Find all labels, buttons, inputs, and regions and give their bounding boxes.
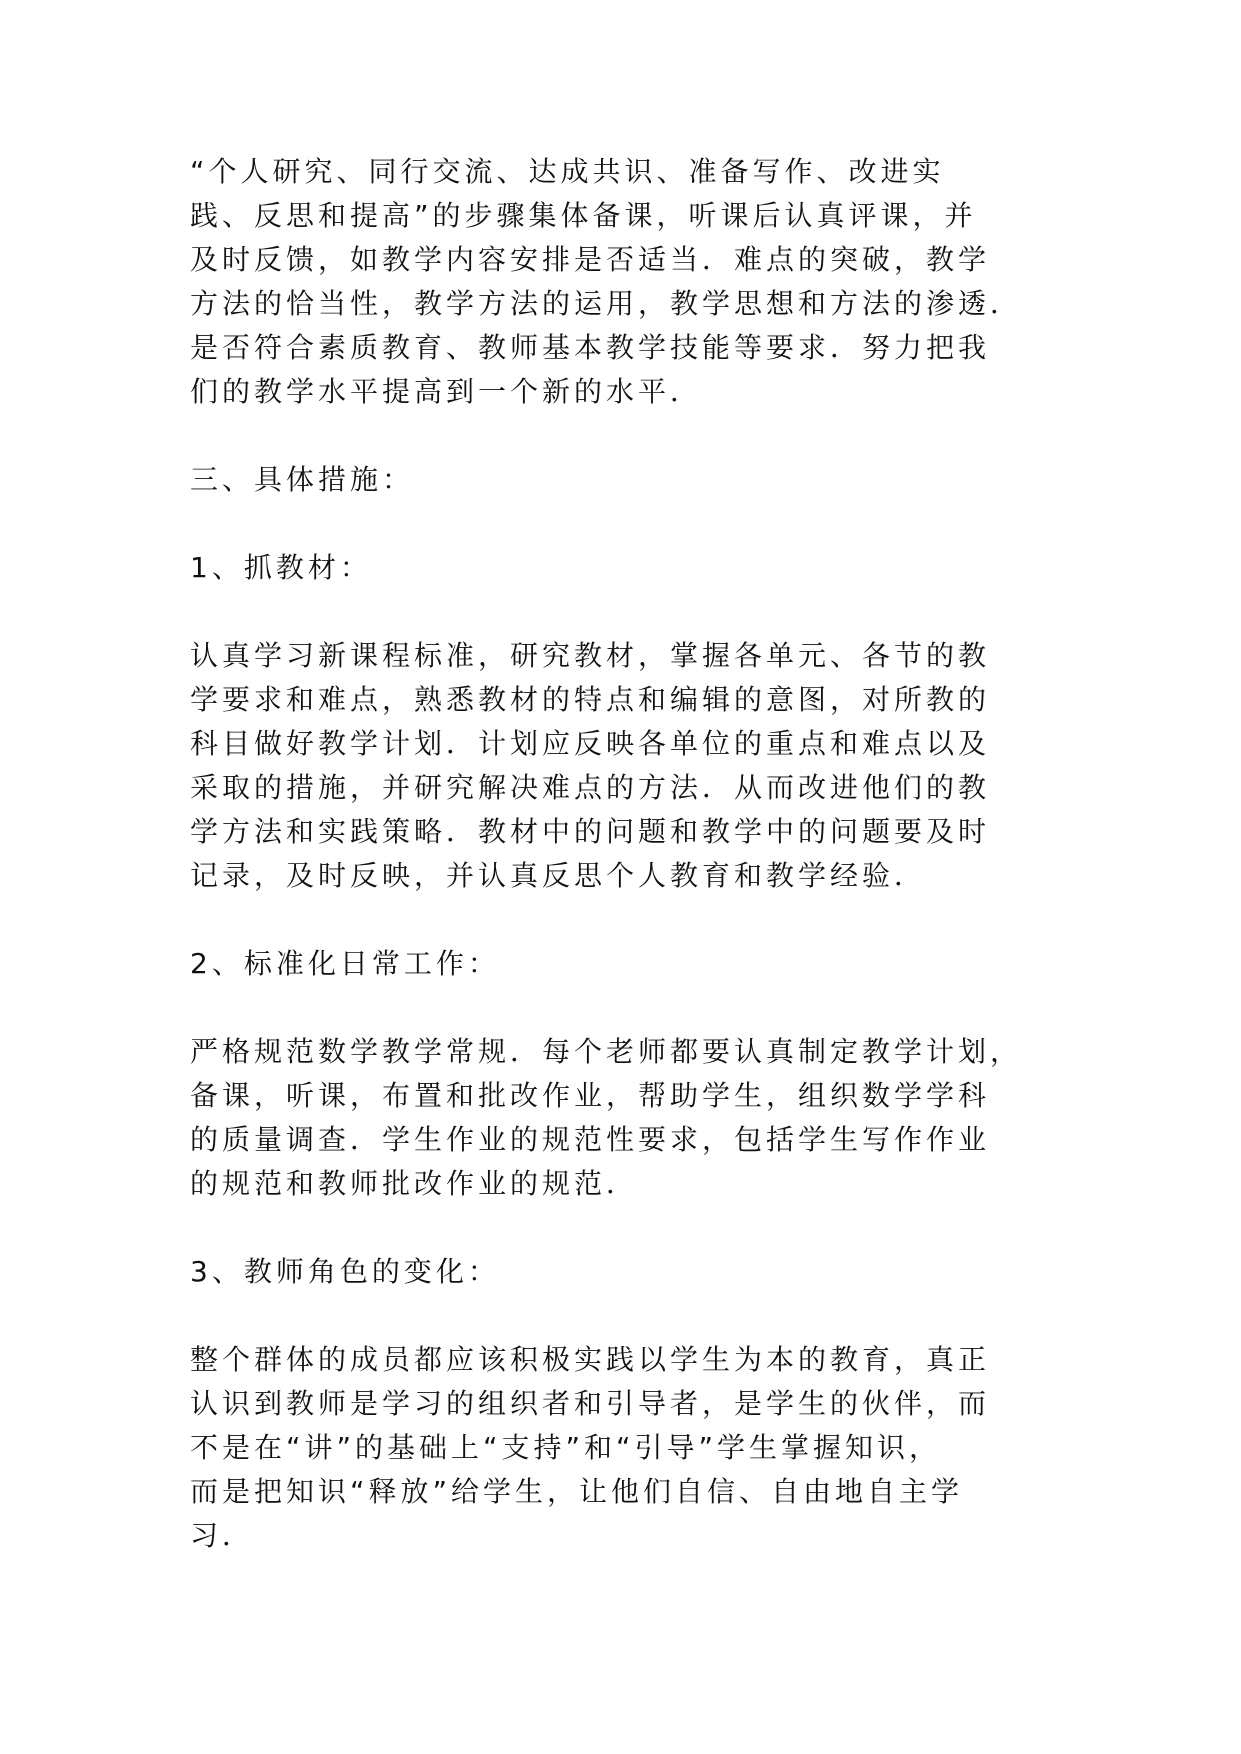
text-line: 是否符合素质教育、教师基本教学技能等要求．努力把我: [190, 331, 991, 364]
text-line: 严格规范数学教学常规．每个老师都要认真制定教学计划，: [190, 1035, 1023, 1068]
text-line: 们的教学水平提高到一个新的水平．: [190, 375, 703, 408]
text-line: 而是把知识“释放”给学生，让他们自信、自由地自主学: [190, 1475, 964, 1508]
text-line: 整个群体的成员都应该积极实践以学生为本的教育，真正: [190, 1343, 991, 1376]
text-line: 采取的措施，并研究解决难点的方法．从而改进他们的教: [190, 771, 991, 804]
paragraph-collective-lesson-prep: [190, 150, 1040, 414]
text-line: 认识到教师是学习的组织者和引导者，是学生的伙伴，而: [190, 1387, 991, 1420]
text-line: 践、反思和提高”的步骤集体备课，听课后认真评课，并: [190, 199, 977, 232]
text-line: 学方法和实践策略．教材中的问题和教学中的问题要及时: [190, 815, 991, 848]
text-line: 习．: [190, 1519, 255, 1552]
text-line: 记录，及时反映，并认真反思个人教育和教学经验．: [190, 859, 927, 892]
text-line: 备课，听课，布置和批改作业，帮助学生，组织数学学科: [190, 1079, 991, 1112]
text-line: 方法的恰当性，教学方法的运用，教学思想和方法的渗透．: [190, 287, 1023, 320]
document-body: [190, 150, 1040, 1602]
paragraph-routine-work: [190, 1030, 1040, 1206]
paragraph-teacher-role: [190, 1338, 1040, 1558]
text-line: 科目做好教学计划．计划应反映各单位的重点和难点以及: [190, 727, 991, 760]
text-line: 的规范和教师批改作业的规范．: [190, 1167, 639, 1200]
text-line: 及时反馈，如教学内容安排是否适当．难点的突破，教学: [190, 243, 991, 276]
item-heading-textbook: 1、抓教材：: [190, 551, 372, 584]
text-line: 认真学习新课程标准，研究教材，掌握各单元、各节的教: [190, 639, 991, 672]
text-line: 的质量调查．学生作业的规范性要求，包括学生写作作业: [190, 1123, 991, 1156]
item-heading-routine-work: 2、标准化日常工作：: [190, 947, 500, 980]
text-line: 学要求和难点，熟悉教材的特点和编辑的意图，对所教的: [190, 683, 991, 716]
text-line: 不是在“讲”的基础上“支持”和“引导”学生掌握知识，: [190, 1431, 942, 1464]
text-line: “个人研究、同行交流、达成共识、准备写作、改进实: [190, 155, 945, 188]
item-heading-teacher-role: 3、教师角色的变化：: [190, 1255, 500, 1288]
section-heading-specific-measures: 三、具体措施：: [190, 463, 415, 496]
paragraph-textbook: [190, 634, 1040, 898]
